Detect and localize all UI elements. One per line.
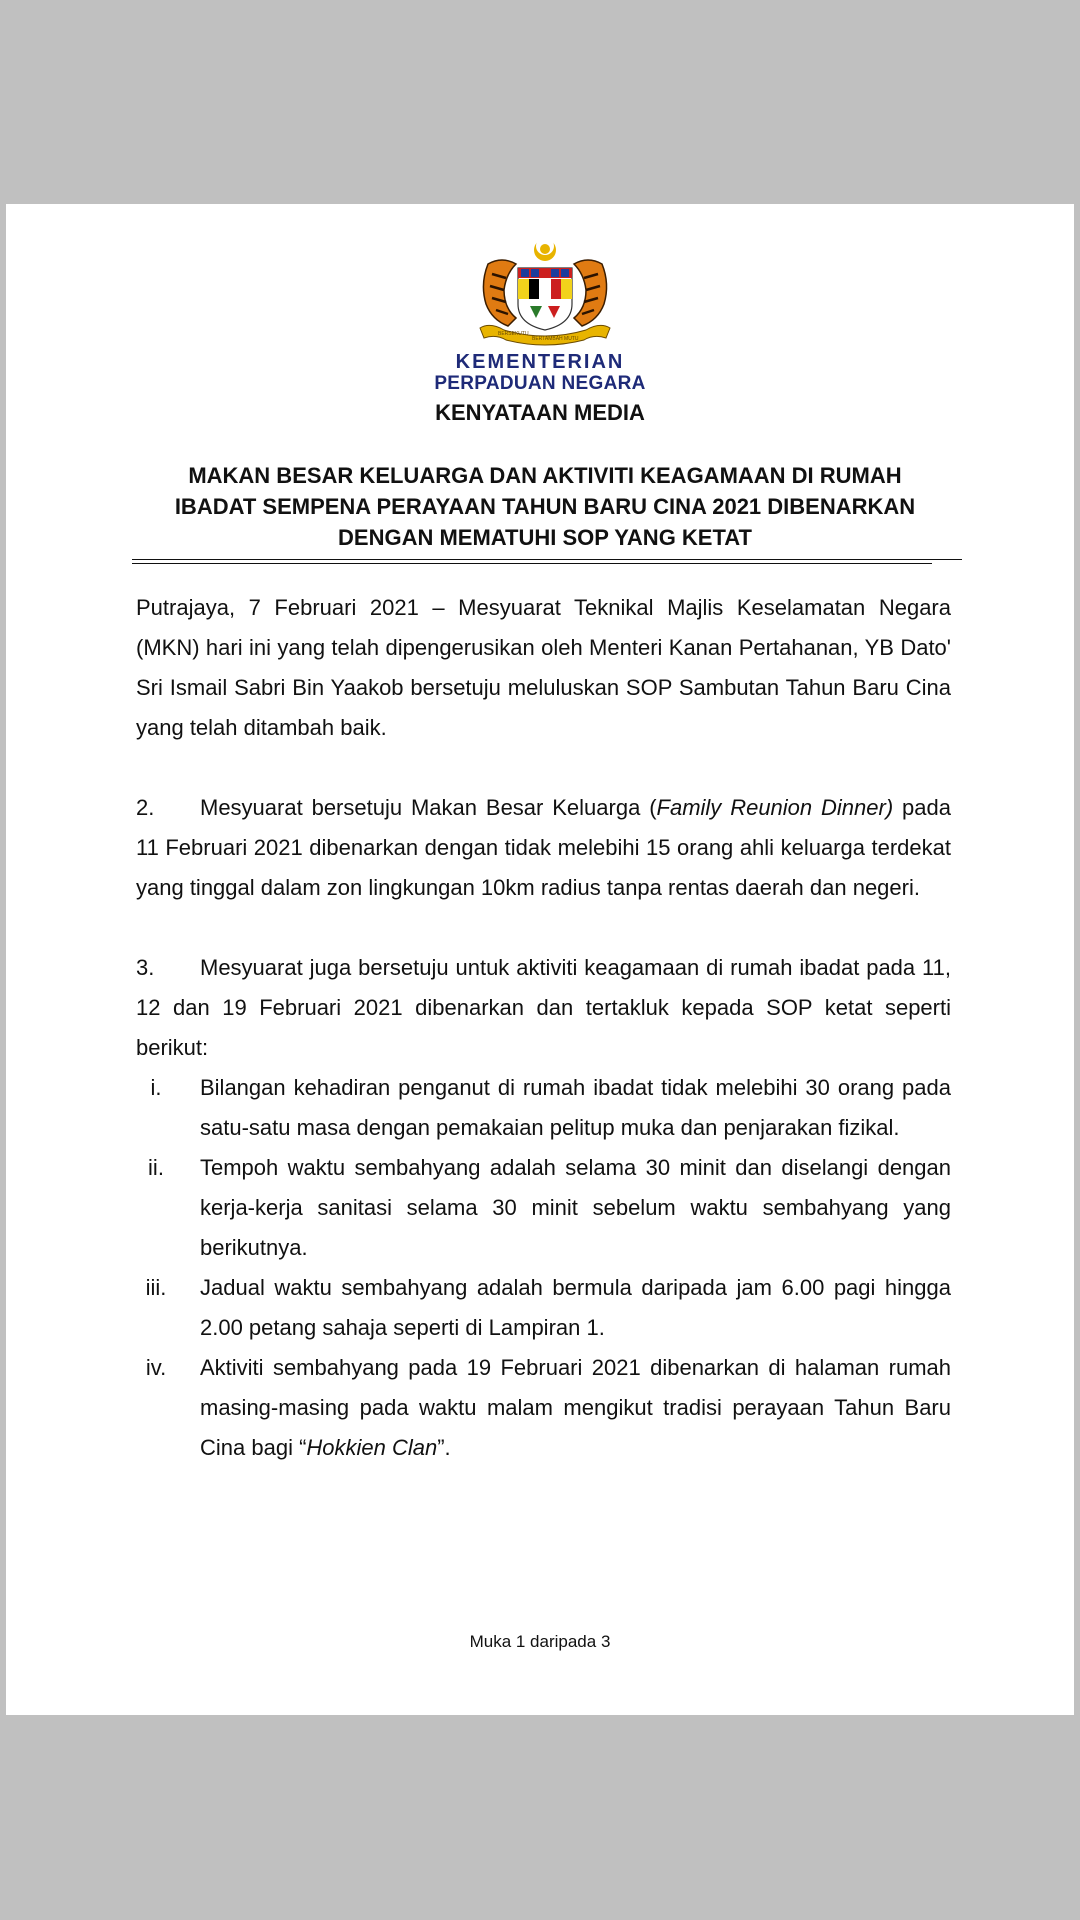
headline bbox=[130, 460, 960, 553]
paragraph-3 bbox=[136, 948, 951, 1068]
sop-item-italic: Hokkien Clan bbox=[306, 1435, 438, 1460]
ministry-name-line1: KEMENTERIAN bbox=[455, 351, 625, 373]
sop-item-marker: iv. bbox=[145, 1355, 167, 1380]
scroll-left-text: BERSEKUTU bbox=[498, 331, 529, 337]
paragraph-2-number: 2. bbox=[136, 795, 155, 820]
page-number: Muka 1 daripada 3 bbox=[469, 1632, 611, 1651]
sop-item-text-end: ”. bbox=[437, 1435, 451, 1460]
headline-rule-top bbox=[132, 559, 962, 560]
sop-item-text: Jadual waktu sembahyang adalah bermula daripada jam 6.00 pagi hingga 2.00 petang sahaja seperti di Lampiran 1. bbox=[200, 1275, 951, 1340]
headline-rule-bottom bbox=[132, 563, 932, 564]
ministry-name-line2: PERPADUAN NEGARA bbox=[434, 373, 646, 394]
sop-item-text-start: Aktiviti sembahyang pada 19 Februari 2021 dibenarkan di halaman rumah masing-masing pada waktu malam mengikut tradisi perayaan Tahun Baru Cina bagi “ bbox=[200, 1355, 951, 1460]
paragraph-3-text: Mesyuarat juga bersetuju untuk aktiviti keagamaan di rumah ibadat pada 11, 12 dan 19 Februari 2021 dibenarkan dan tertakluk kepada SOP ketat seperti berikut: bbox=[136, 955, 951, 1060]
press-statement-label: KENYATAAN MEDIA bbox=[435, 400, 645, 425]
sop-item-text: Tempoh waktu sembahyang adalah selama 30 minit dan diselangi dengan kerja-kerja sanitasi selama 30 minit sebelum waktu sembahyang yang berikutnya. bbox=[200, 1155, 951, 1260]
paragraph-1: Putrajaya, 7 Februari 2021 – Mesyuarat Teknikal Majlis Keselamatan Negara (MKN) hari ini yang telah dipengerusikan oleh Menteri Kanan Pertahanan, YB Dato' Sri Ismail Sabri Bin Yaakob bersetuju meluluskan SOP Sambutan Tahun Baru Cina yang telah ditambah baik. bbox=[136, 595, 951, 740]
coat-of-arms-icon bbox=[470, 234, 620, 349]
paragraph-2-text-end: pada 11 Februari 2021 dibenarkan dengan tidak melebihi 15 orang ahli keluarga terdekat yang tinggal dalam zon lingkungan 10km radius tanpa rentas daerah dan negeri. bbox=[136, 795, 951, 900]
document-page bbox=[6, 204, 1074, 1715]
sop-item bbox=[136, 1148, 951, 1268]
sop-item bbox=[136, 1348, 951, 1468]
paragraph-2 bbox=[136, 788, 951, 908]
paragraph-3-number: 3. bbox=[136, 955, 155, 980]
scroll-center-text: BERTAMBAH MUTU bbox=[532, 336, 579, 342]
paragraph-2-italic: Family Reunion Dinner) bbox=[656, 795, 894, 820]
paragraph-2-text-start: Mesyuarat bersetuju Makan Besar Keluarga ( bbox=[200, 795, 657, 820]
sop-item-marker: ii. bbox=[148, 1155, 164, 1180]
headline-line3: DENGAN MEMATUHI SOP YANG KETAT bbox=[338, 525, 752, 550]
headline-line2: IBADAT SEMPENA PERAYAAN TAHUN BARU CINA 2021 DIBENARKAN bbox=[174, 494, 916, 519]
headline-line1: MAKAN BESAR KELUARGA DAN AKTIVITI KEAGAMAAN DI RUMAH bbox=[188, 463, 902, 488]
sop-item-text: Bilangan kehadiran penganut di rumah ibadat tidak melebihi 30 orang pada satu-satu masa dengan pemakaian pelitup muka dan penjarakan fizikal. bbox=[200, 1075, 951, 1140]
sop-list bbox=[136, 1068, 951, 1468]
sop-item bbox=[136, 1068, 951, 1148]
sop-item-marker: iii. bbox=[145, 1275, 167, 1300]
sop-item-marker: i. bbox=[150, 1075, 162, 1100]
sop-item bbox=[136, 1268, 951, 1348]
statement-body bbox=[136, 588, 951, 1468]
ministry-name bbox=[6, 352, 1074, 394]
